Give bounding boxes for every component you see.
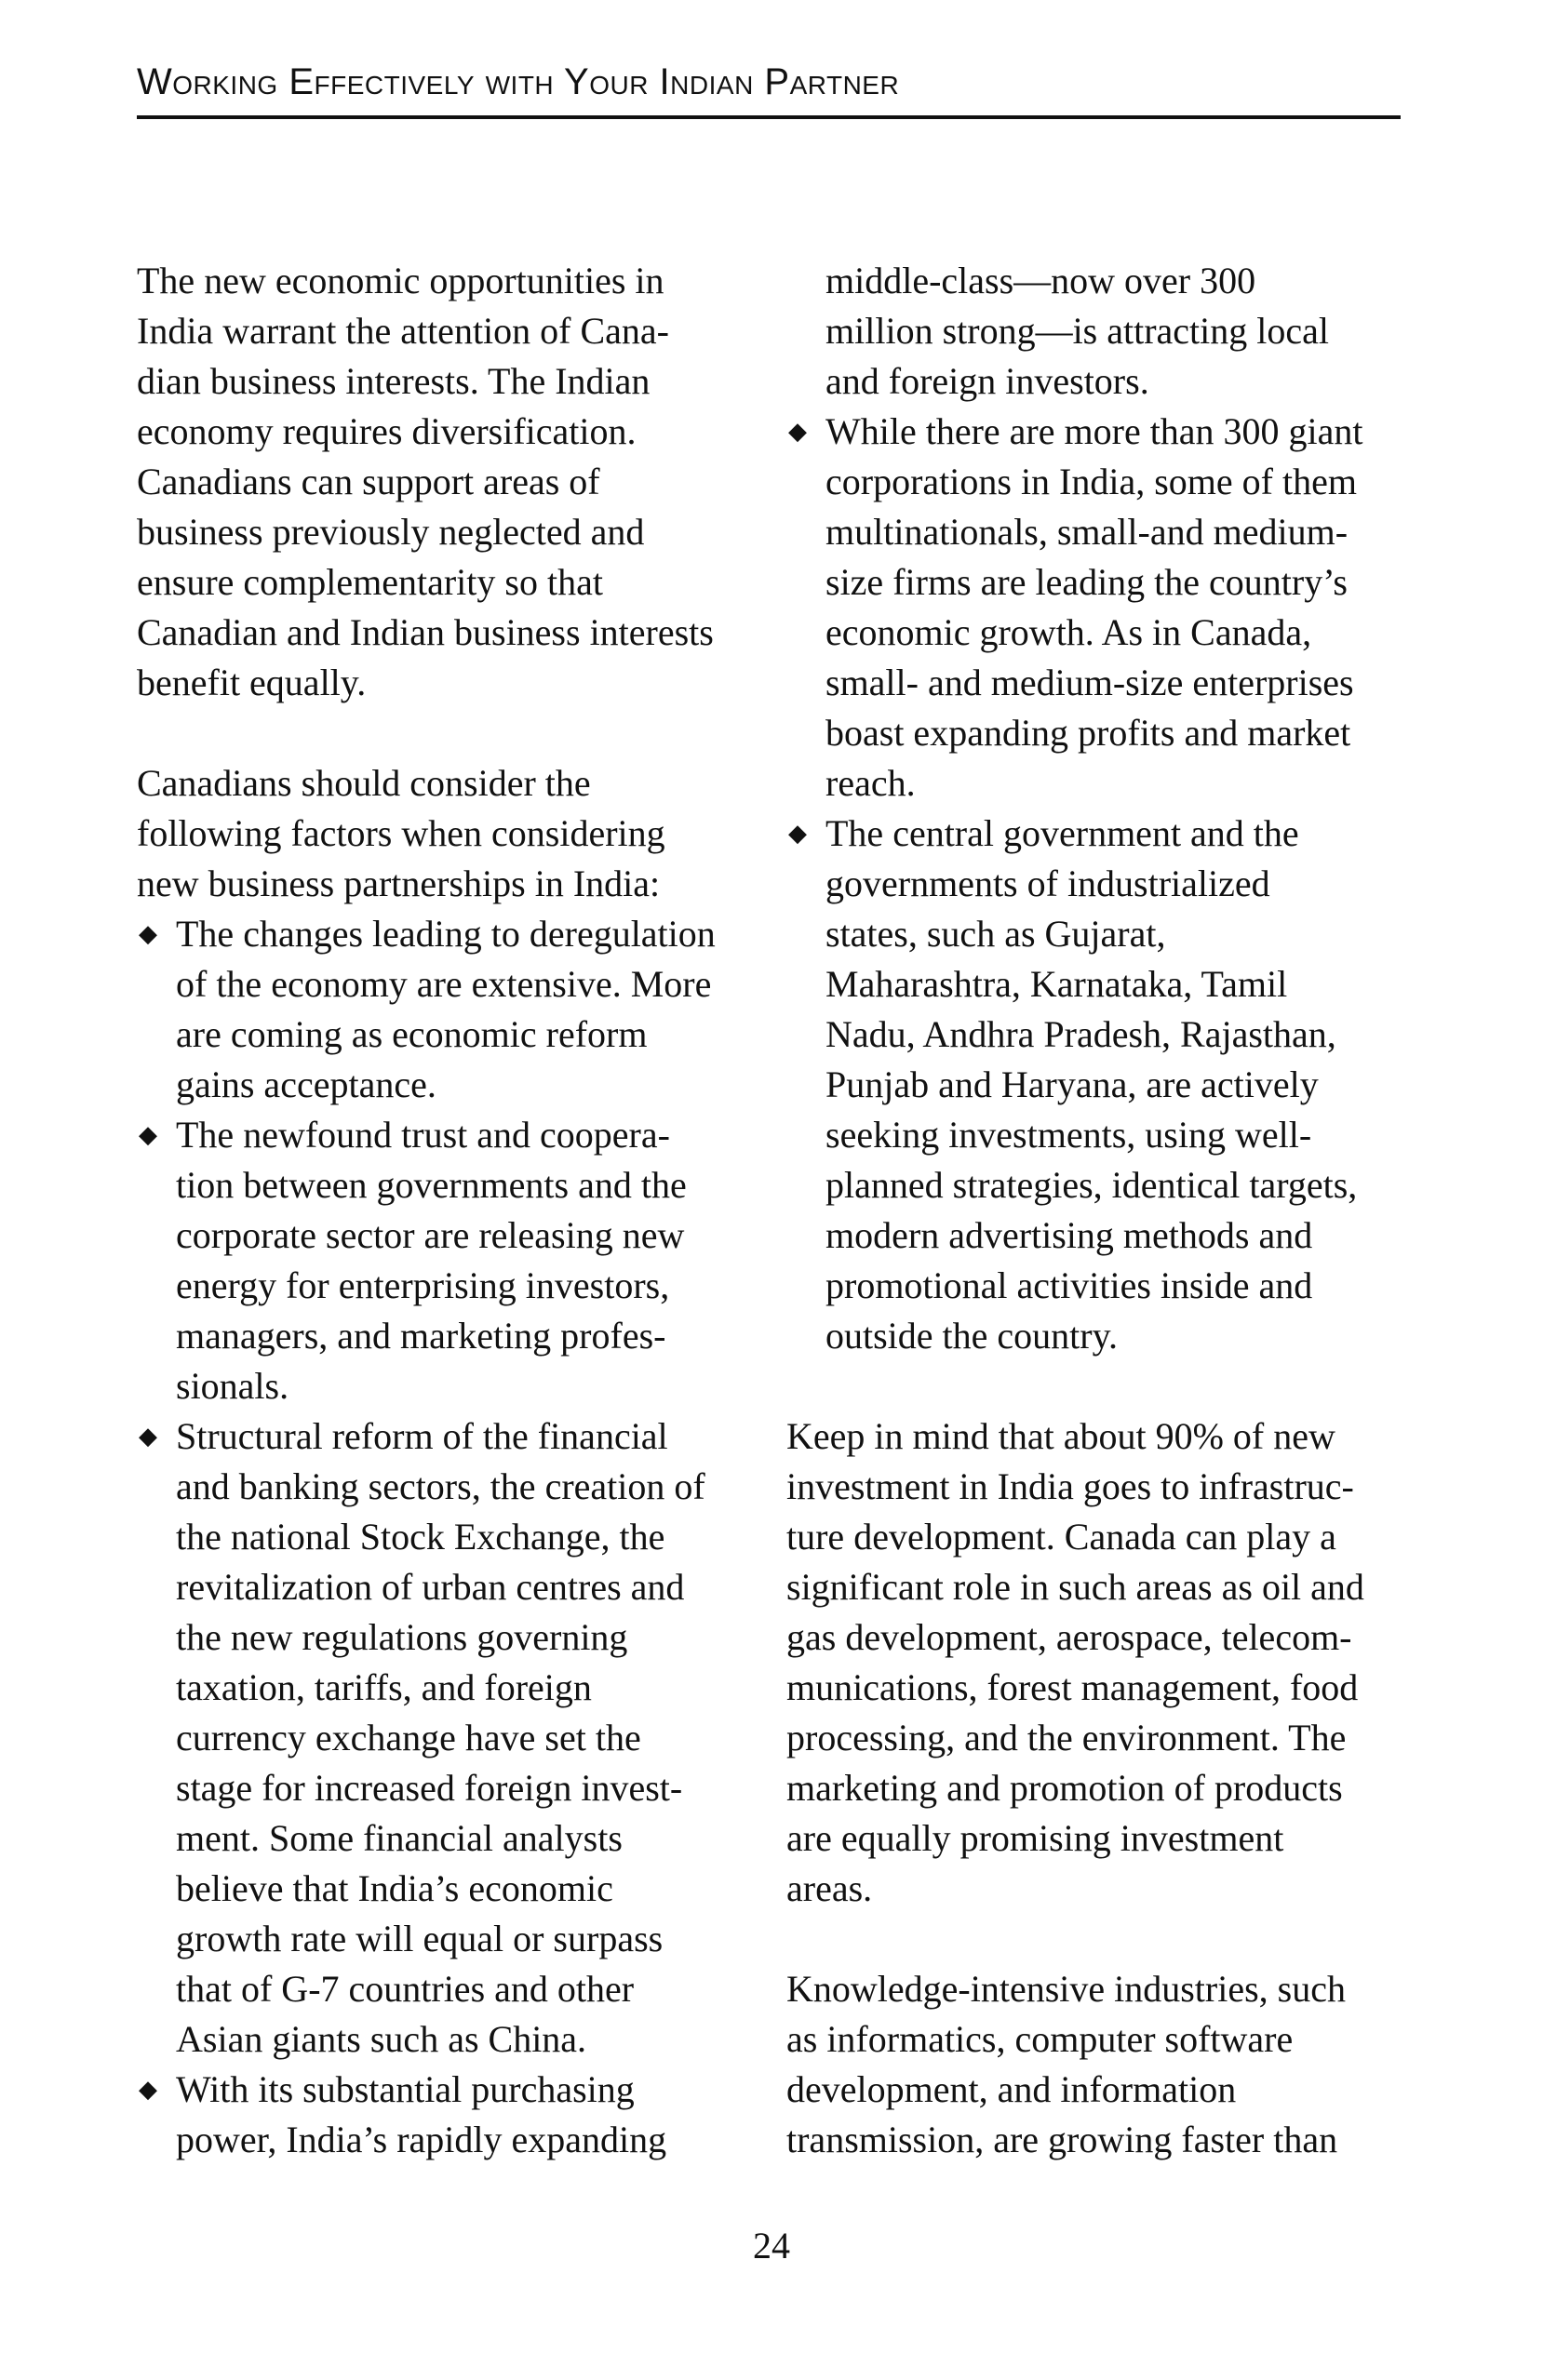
text-line: economic growth. As in Canada,: [825, 611, 1312, 653]
list-item: [137, 1411, 751, 2065]
text-line: development, and information: [786, 2068, 1237, 2110]
infrastructure-paragraph: [786, 1411, 1401, 1914]
text-line: Maharashtra, Karnataka, Tamil: [825, 963, 1288, 1005]
list-item: [786, 407, 1401, 809]
text-line: ensure complementarity so that: [137, 561, 603, 603]
text-line: dian business interests. The Indian: [137, 360, 651, 402]
text-line: size firms are leading the country’s: [825, 561, 1348, 603]
factors-list-left: [137, 909, 751, 2165]
right-column: [786, 256, 1401, 2165]
text-line: currency exchange have set the: [176, 1717, 641, 1758]
text-line: Canadians should consider the: [137, 762, 591, 804]
text-line: transmission, are growing faster than: [786, 2119, 1338, 2160]
text-line: gains acceptance.: [176, 1063, 436, 1105]
text-line: Structural reform of the financial: [176, 1415, 668, 1457]
knowledge-industries-paragraph: [786, 1964, 1401, 2165]
text-line: sionals.: [176, 1365, 289, 1407]
text-line: managers, and marketing profes-: [176, 1315, 666, 1357]
text-line: ture development. Canada can play a: [786, 1516, 1336, 1558]
text-line: Canadians can support areas of: [137, 461, 600, 502]
text-line: new business partnerships in India:: [137, 862, 661, 904]
text-line: areas.: [786, 1867, 873, 1909]
factors-lead-paragraph: [137, 758, 751, 909]
text-line: reach.: [825, 762, 916, 804]
diamond-bullet-icon: ◆: [139, 2076, 157, 2103]
text-line: processing, and the environment. The: [786, 1717, 1347, 1758]
text-line: corporations in India, some of them: [825, 461, 1357, 502]
text-line: planned strategies, identical targets,: [825, 1164, 1358, 1206]
text-line: power, India’s rapidly expanding: [176, 2119, 667, 2160]
text-line: the new regulations governing: [176, 1616, 628, 1658]
diamond-bullet-icon: ◆: [139, 1121, 157, 1148]
text-line: and banking sectors, the creation of: [176, 1465, 705, 1507]
text-line: India warrant the attention of Cana-: [137, 310, 669, 352]
text-line: significant role in such areas as oil and: [786, 1566, 1364, 1608]
text-line: The new economic opportunities in: [137, 260, 664, 301]
text-line: The changes leading to deregulation: [176, 913, 716, 955]
text-line: gas development, aerospace, telecom-: [786, 1616, 1352, 1658]
diamond-bullet-icon: ◆: [788, 820, 807, 847]
text-line: With its substantial purchasing: [176, 2068, 635, 2110]
diamond-bullet-icon: ◆: [139, 1423, 157, 1450]
left-column: [137, 256, 751, 2165]
text-line: are coming as economic reform: [176, 1013, 648, 1055]
text-line: seeking investments, using well-: [825, 1114, 1312, 1156]
text-line: The central government and the: [825, 812, 1299, 854]
intro-paragraph: [137, 256, 751, 708]
list-item: [137, 2065, 751, 2165]
factors-list-right: [786, 407, 1401, 1361]
bullet-continuation: [786, 256, 1401, 407]
text-line: corporate sector are releasing new: [176, 1214, 685, 1256]
diamond-bullet-icon: ◆: [788, 418, 807, 445]
text-line: Nadu, Andhra Pradesh, Rajasthan,: [825, 1013, 1336, 1055]
text-line: growth rate will equal or surpass: [176, 1918, 664, 1959]
text-line: following factors when considering: [137, 812, 665, 854]
text-line: tion between governments and the: [176, 1164, 687, 1206]
text-line: of the economy are extensive. More: [176, 963, 712, 1005]
text-line: While there are more than 300 giant: [825, 410, 1363, 452]
text-line: and foreign investors.: [825, 360, 1149, 402]
text-line: The newfound trust and coopera-: [176, 1114, 670, 1156]
text-line: are equally promising investment: [786, 1817, 1284, 1859]
text-line: modern advertising methods and: [825, 1214, 1313, 1256]
list-item: [786, 809, 1401, 1361]
text-line: Punjab and Haryana, are actively: [825, 1063, 1319, 1105]
diamond-bullet-icon: ◆: [139, 920, 157, 947]
text-line: believe that India’s economic: [176, 1867, 613, 1909]
text-line: economy requires diversification.: [137, 410, 637, 452]
text-line: million strong—is attracting local: [825, 310, 1330, 352]
text-line: states, such as Gujarat,: [825, 913, 1166, 955]
header-rule: [137, 115, 1401, 119]
text-line: outside the country.: [825, 1315, 1119, 1357]
page-number: 24: [753, 2225, 790, 2266]
text-line: Canadian and Indian business interests: [137, 611, 714, 653]
list-item: [137, 1110, 751, 1411]
text-line: marketing and promotion of products: [786, 1767, 1343, 1809]
text-line: taxation, tariffs, and foreign: [176, 1666, 592, 1708]
text-line: Keep in mind that about 90% of new: [786, 1415, 1335, 1457]
text-line: that of G-7 countries and other: [176, 1968, 635, 2010]
text-line: promotional activities inside and: [825, 1264, 1313, 1306]
text-line: energy for enterprising investors,: [176, 1264, 670, 1306]
text-line: investment in India goes to infrastruc-: [786, 1465, 1354, 1507]
text-line: governments of industrialized: [825, 862, 1270, 904]
text-line: boast expanding profits and market: [825, 712, 1351, 754]
text-line: benefit equally.: [137, 662, 367, 703]
running-head: Working Effectively with Your Indian Partner: [137, 61, 900, 102]
text-line: multinationals, small-and medium-: [825, 511, 1348, 553]
text-line: as informatics, computer software: [786, 2018, 1294, 2060]
text-line: stage for increased foreign invest-: [176, 1767, 683, 1809]
text-line: business previously neglected and: [137, 511, 645, 553]
text-line: small- and medium-size enterprises: [825, 662, 1354, 703]
text-line: revitalization of urban centres and: [176, 1566, 685, 1608]
text-line: ment. Some financial analysts: [176, 1817, 623, 1859]
text-line: munications, forest management, food: [786, 1666, 1359, 1708]
text-line: Asian giants such as China.: [176, 2018, 587, 2060]
text-line: Knowledge-intensive industries, such: [786, 1968, 1346, 2010]
text-line: middle-class—now over 300: [825, 260, 1256, 301]
text-line: the national Stock Exchange, the: [176, 1516, 665, 1558]
list-item: [137, 909, 751, 1110]
